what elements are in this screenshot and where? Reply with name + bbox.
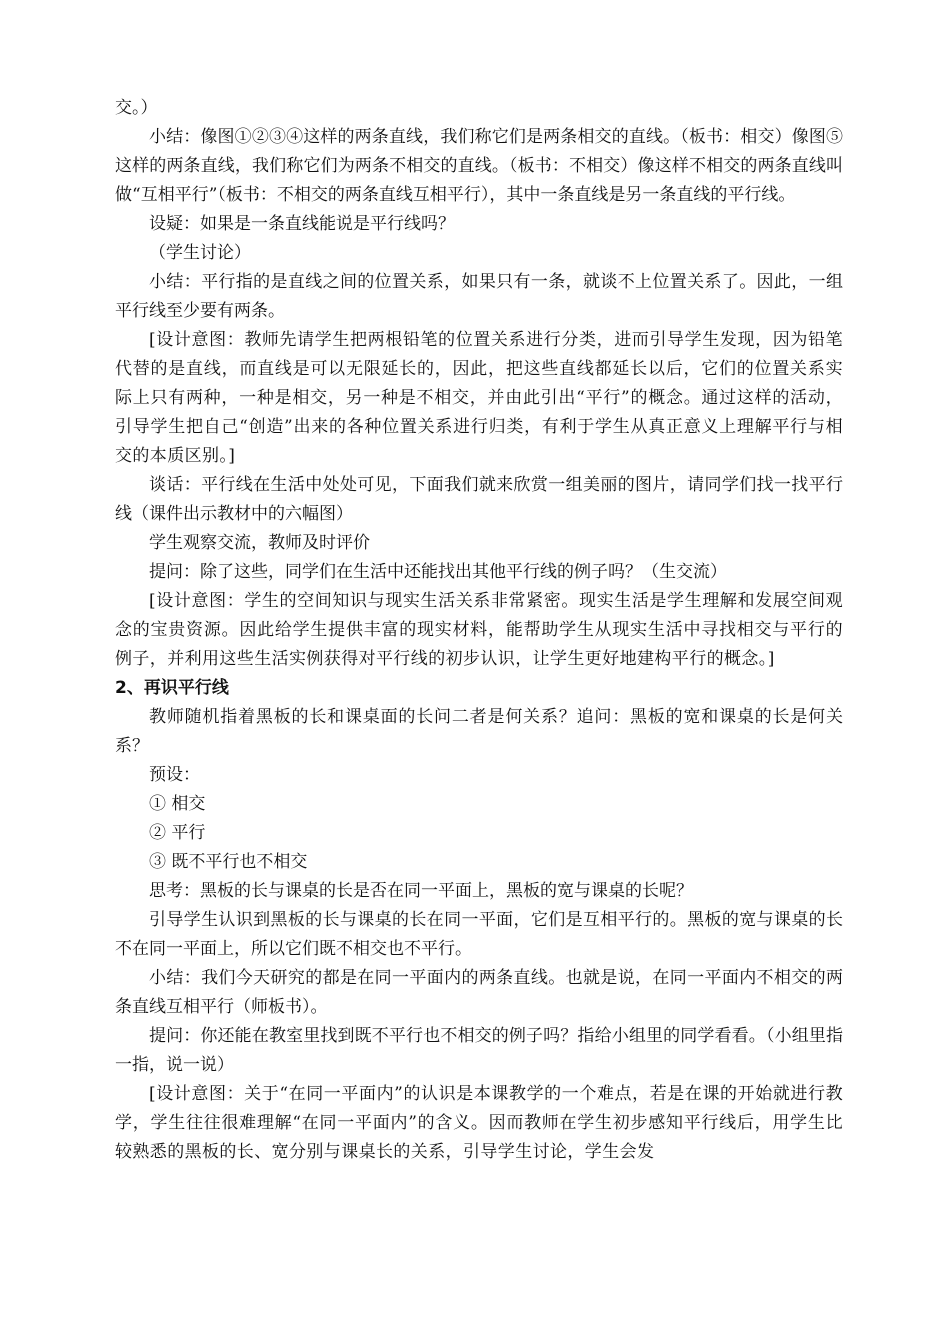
paragraph-guide: 引导学生认识到黑板的长与课桌的长在同一平面，它们是互相平行的。黑板的宽与课桌的长不在同一平面上，所以它们既不相交也不平行。 bbox=[115, 910, 843, 959]
list-item-intersect: ① 相交 bbox=[149, 794, 206, 814]
paragraph-observe: 学生观察交流，教师及时评价 bbox=[149, 533, 370, 553]
paragraph-question-examples: 提问：除了这些，同学们在生活中还能找出其他平行线的例子吗？（生交流） bbox=[149, 562, 727, 582]
paragraph-design-intent-2: [设计意图：学生的空间知识与现实生活关系非常紧密。现实生活是学生理解和发展空间观念的宝贵资源。因此给学生提供丰富的现实材料，能帮助学生从现实生活中寻找相交与平行的例子，并利用这些生活实例获得对平行线的初步认识，让学生更好地建构平行的概念。] bbox=[115, 591, 843, 669]
paragraph-design-intent-1: [设计意图：教师先请学生把两根铅笔的位置关系进行分类，进而引导学生发现，因为铅笔代替的是直线，而直线是可以无限延长的，因此，把这些直线都延长以后，它们的位置关系实际上只有两种，一种是相交，另一种是不相交，并由此引出“平行”的概念。通过这样的活动，引导学生把自己“创造”出来的各种位置关系进行归类，有利于学生从真正意义上理解平行与相交的本质区别。] bbox=[115, 330, 843, 466]
paragraph-summary-plane: 小结：我们今天研究的都是在同一平面内的两条直线。也就是说，在同一平面内不相交的两条直线互相平行（师板书）。 bbox=[115, 968, 843, 1017]
paragraph-think: 思考：黑板的长与课桌的长是否在同一平面上，黑板的宽与课桌的长呢？ bbox=[149, 881, 693, 901]
paragraph-design-intent-3: [设计意图：关于“在同一平面内”的认识是本课教学的一个难点，若是在课的开始就进行教学，学生往往很难理解“在同一平面内”的含义。因而教师在学生初步感知平行线后，用学生比较熟悉的黑板的长、宽分别与课桌长的关系，引导学生讨论，学生会发 bbox=[115, 1084, 843, 1162]
document-body bbox=[115, 94, 843, 1167]
paragraph-student-discussion: （学生讨论） bbox=[149, 243, 251, 263]
paragraph-question-one-line: 设疑：如果是一条直线能说是平行线吗？ bbox=[149, 214, 455, 234]
paragraph-summary-intersect: 小结：像图①②③④这样的两条直线，我们称它们是两条相交的直线。（板书：相交）像图⑤这样的两条直线，我们称它们为两条不相交的直线。（板书：不相交）像这样不相交的两条直线叫做“互相平行”（板书：不相交的两条直线互相平行），其中一条直线是另一条直线的平行线。 bbox=[115, 127, 843, 205]
paragraph-continuation: 交。） bbox=[115, 98, 158, 118]
paragraph-preset-label: 预设： bbox=[149, 765, 200, 785]
paragraph-question-classroom: 提问：你还能在教室里找到既不平行也不相交的例子吗？指给小组里的同学看看。（小组里指一指，说一说） bbox=[115, 1026, 843, 1075]
paragraph-talk-pictures: 谈话：平行线在生活中处处可见，下面我们就来欣赏一组美丽的图片，请同学们找一找平行线（课件出示教材中的六幅图） bbox=[115, 475, 843, 524]
list-item-parallel: ② 平行 bbox=[149, 823, 206, 843]
list-item-neither: ③ 既不平行也不相交 bbox=[149, 852, 308, 872]
paragraph-summary-two-lines: 小结：平行指的是直线之间的位置关系，如果只有一条，就谈不上位置关系了。因此，一组平行线至少要有两条。 bbox=[115, 272, 843, 321]
section-heading: 2、再识平行线 bbox=[115, 678, 229, 698]
paragraph-teacher-points: 教师随机指着黑板的长和课桌面的长问二者是何关系？追问：黑板的宽和课桌的长是何关系？ bbox=[115, 707, 843, 756]
